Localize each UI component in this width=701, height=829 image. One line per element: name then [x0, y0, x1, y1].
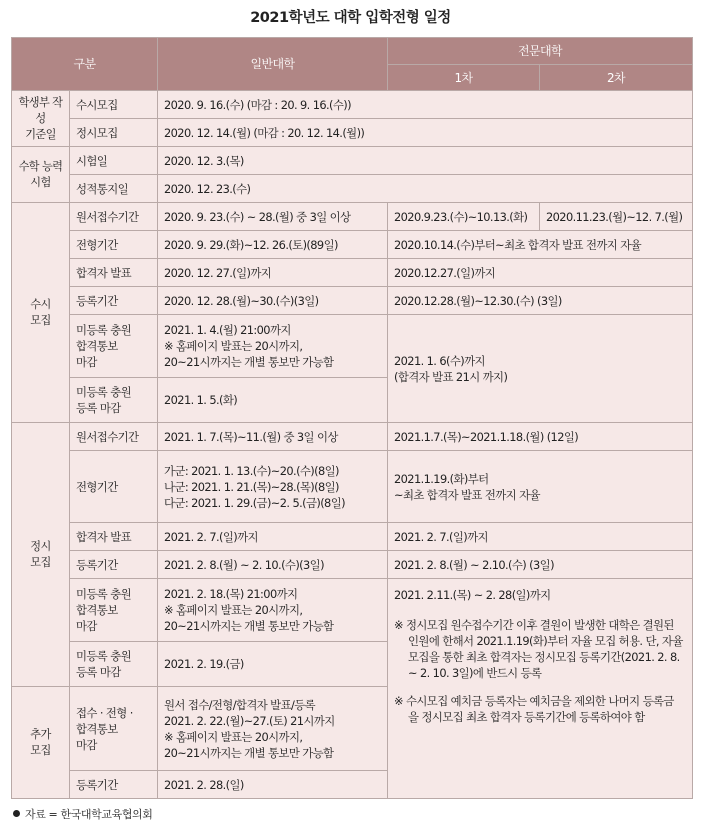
- cell-college: 2021. 2. 8.(월) ~ 2.10.(수) (3일): [388, 551, 693, 579]
- row-label: 접수 · 전형 · 합격통보 마감: [70, 687, 158, 771]
- row-label: 등록기간: [70, 551, 158, 579]
- late-deadline: 2021. 2.11.(목) ~ 2. 28(일)까지: [394, 588, 551, 602]
- row-label: 미등록 충원 등록 마감: [70, 642, 158, 687]
- row-label: 미등록 충원 합격통보 마감: [70, 579, 158, 642]
- cell-general: 2021. 2. 28.(일): [158, 771, 388, 799]
- cell-general: 2020. 12. 28.(월)~30.(수)(3일): [158, 287, 388, 315]
- row-label: 시험일: [70, 147, 158, 175]
- category-student-record: 학생부 작성 기준일: [12, 91, 70, 147]
- row-label: 합격자 발표: [70, 523, 158, 551]
- page-title: 2021학년도 대학 입학전형 일정: [250, 10, 451, 26]
- header-round-2: 2차: [540, 65, 693, 91]
- row-label: 원서접수기간: [70, 423, 158, 451]
- row-value: 2020. 9. 16.(수) (마감 : 20. 9. 16.(수)): [158, 91, 693, 119]
- cell-college-round2: 2020.11.23.(월)~12. 7.(월): [540, 203, 693, 231]
- cell-general: 2020. 12. 27.(일)까지: [158, 259, 388, 287]
- row-label: 전형기간: [70, 231, 158, 259]
- row-label: 미등록 충원 합격통보 마감: [70, 315, 158, 378]
- header-junior-college: 전문대학: [388, 38, 693, 65]
- late-note-1: ※ 정시모집 원수접수기간 이후 결원이 발생한 대학은 결원된 인원에 한해서 2021.1.19(화)부터 자율 모집 허용. 단, 자율모집을 통한 최초 합격자는 정시모집 등록기간(2021. 2. 8. ~ 2. 10. 3일)에 반드시 등록: [394, 618, 683, 680]
- row-label: 전형기간: [70, 451, 158, 523]
- row-label: 미등록 충원 등록 마감: [70, 378, 158, 423]
- header-general-university: 일반대학: [158, 38, 388, 91]
- row-label: 성적통지일: [70, 175, 158, 203]
- category-jeongsi: 정시 모집: [12, 423, 70, 687]
- cell-general: 2021. 1. 4.(월) 21:00까지 ※ 홈페이지 발표는 20시까지, 20~21시까지는 개별 통보만 가능함: [158, 315, 388, 378]
- cell-college: 2020.12.27.(일)까지: [388, 259, 693, 287]
- row-label: 등록기간: [70, 287, 158, 315]
- cell-general: 2021. 1. 7.(목)~11.(월) 중 3일 이상: [158, 423, 388, 451]
- row-value: 2020. 12. 14.(월) (마감 : 20. 12. 14.(월)): [158, 119, 693, 147]
- category-suneung: 수학 능력 시험: [12, 147, 70, 203]
- row-label: 원서접수기간: [70, 203, 158, 231]
- cell-general: 2020. 9. 23.(수) ~ 28.(월) 중 3일 이상: [158, 203, 388, 231]
- cell-general: 2020. 9. 29.(화)~12. 26.(토)(89일): [158, 231, 388, 259]
- schedule-table: [11, 37, 693, 799]
- category-additional: 추가 모집: [12, 687, 70, 799]
- cell-college: 2020.10.14.(수)부터~최초 합격자 발표 전까지 자율: [388, 231, 693, 259]
- source-note: [13, 806, 153, 822]
- header-round-1: 1차: [388, 65, 540, 91]
- cell-college: 2021. 2. 7.(일)까지: [388, 523, 693, 551]
- row-label: 등록기간: [70, 771, 158, 799]
- cell-general: 2021. 1. 5.(화): [158, 378, 388, 423]
- cell-general: 가군: 2021. 1. 13.(수)~20.(수)(8일) 나군: 2021. 1. 21.(목)~28.(목)(8일) 다군: 2021. 1. 29.(금)~2. 5.(금)(8일): [158, 451, 388, 523]
- category-susi: 수시 모집: [12, 203, 70, 423]
- cell-general: 2021. 2. 18.(목) 21:00까지 ※ 홈페이지 발표는 20시까지, 20~21시까지는 개별 통보만 가능함: [158, 579, 388, 642]
- cell-general: 2021. 2. 8.(월) ~ 2. 10.(수)(3일): [158, 551, 388, 579]
- bullet-icon: [13, 810, 20, 817]
- cell-college-late-recruitment: [388, 579, 693, 799]
- cell-general: 2021. 2. 7.(일)까지: [158, 523, 388, 551]
- cell-college-round1: 2020.9.23.(수)~10.13.(화): [388, 203, 540, 231]
- row-label: 정시모집: [70, 119, 158, 147]
- cell-general: 2021. 2. 19.(금): [158, 642, 388, 687]
- header-category: 구분: [12, 38, 158, 91]
- cell-college: 2020.12.28.(월)~12.30.(수) (3일): [388, 287, 693, 315]
- cell-general: 원서 접수/전형/합격자 발표/등록 2021. 2. 22.(월)~27.(토) 21시까지 ※ 홈페이지 발표는 20시까지, 20~21시까지는 개별 통보만 가능함: [158, 687, 388, 771]
- source-text: 자료 = 한국대학교육협의회: [25, 808, 153, 821]
- cell-college: 2021. 1. 6(수)까지 (합격자 발표 21시 까지): [388, 315, 693, 423]
- late-note-2: ※ 수시모집 예치금 등록자는 예치금을 제외한 나머지 등록금을 정시모집 최초 합격자 등록기간에 등록하여야 함: [394, 694, 674, 724]
- cell-college: 2021.1.7.(목)~2021.1.18.(월) (12일): [388, 423, 693, 451]
- cell-college: 2021.1.19.(화)부터 ~최초 합격자 발표 전까지 자율: [388, 451, 693, 523]
- row-label: 합격자 발표: [70, 259, 158, 287]
- row-label: 수시모집: [70, 91, 158, 119]
- row-value: 2020. 12. 3.(목): [158, 147, 693, 175]
- row-value: 2020. 12. 23.(수): [158, 175, 693, 203]
